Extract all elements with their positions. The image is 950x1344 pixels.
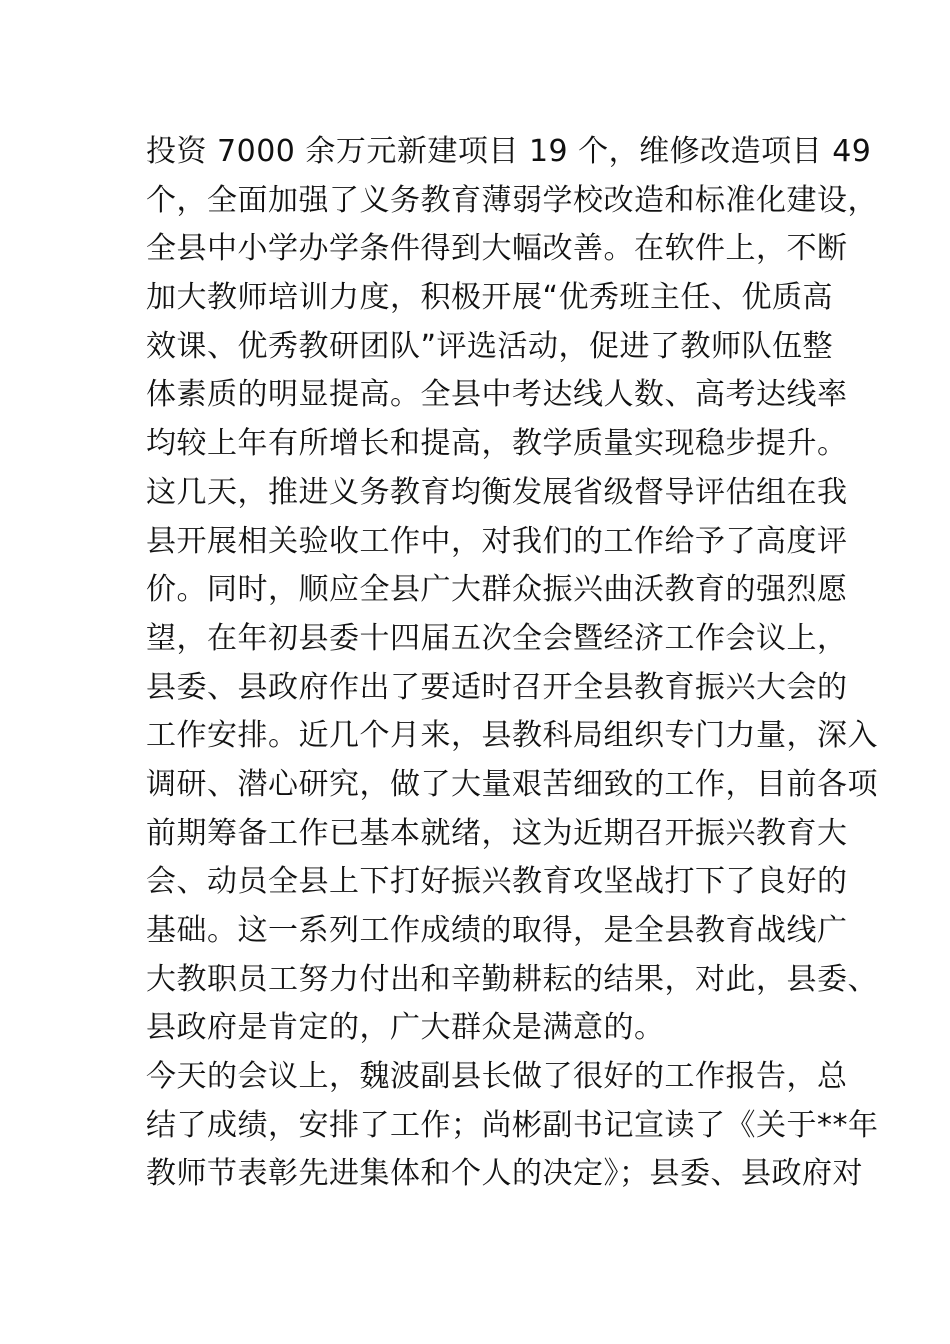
text-line-22: 教师节表彰先进集体和个人的决定》；县委、县政府对 — [146, 1156, 863, 1192]
text-line-14: 调研、潜心研究，做了大量艰苦细致的工作，目前各项 — [146, 766, 878, 802]
text-line-1: 投资 7000 余万元新建项目 19 个，维修改造项目 49 — [146, 134, 872, 169]
text-line-9: 县开展相关验收工作中，对我们的工作给予了高度评 — [146, 523, 848, 559]
text-line-4: 加大教师培训力度，积极开展“优秀班主任、优质高 — [146, 280, 834, 316]
text-line-10: 价。同时，顺应全县广大群众振兴曲沃教育的强烈愿 — [146, 572, 848, 608]
text-line-18: 大教职员工努力付出和辛勤耕耘的结果，对此，县委、 — [146, 961, 878, 997]
text-line-7: 均较上年有所增长和提高，教学质量实现稳步提升。 — [146, 426, 848, 462]
text-line-11: 望，在年初县委十四届五次全会暨经济工作会议上， — [146, 620, 848, 656]
text-line-5: 效课、优秀教研团队”评选活动，促进了教师队伍整 — [146, 328, 834, 364]
body-text — [146, 128, 879, 1199]
text-line-12: 县委、县政府作出了要适时召开全县教育振兴大会的 — [146, 669, 848, 705]
text-line-21: 结了成绩，安排了工作；尚彬副书记宣读了《关于**年 — [146, 1107, 879, 1143]
text-line-2: 个，全面加强了义务教育薄弱学校改造和标准化建设， — [146, 182, 878, 218]
text-line-3: 全县中小学办学条件得到大幅改善。在软件上，不断 — [146, 231, 848, 267]
text-line-6: 体素质的明显提高。全县中考达线人数、高考达线率 — [146, 377, 848, 413]
text-line-15: 前期筹备工作已基本就绪，这为近期召开振兴教育大 — [146, 815, 848, 851]
text-line-20: 今天的会议上，魏波副县长做了很好的工作报告，总 — [146, 1059, 848, 1095]
text-line-16: 会、动员全县上下打好振兴教育攻坚战打下了良好的 — [146, 864, 848, 900]
text-line-17: 基础。这一系列工作成绩的取得，是全县教育战线广 — [146, 913, 848, 948]
text-line-13: 工作安排。近几个月来，县教科局组织专门力量，深入 — [146, 718, 878, 754]
text-line-8: 这几天，推进义务教育均衡发展省级督导评估组在我 — [146, 474, 848, 510]
text-line-19: 县政府是肯定的，广大群众是满意的。 — [146, 1010, 665, 1046]
